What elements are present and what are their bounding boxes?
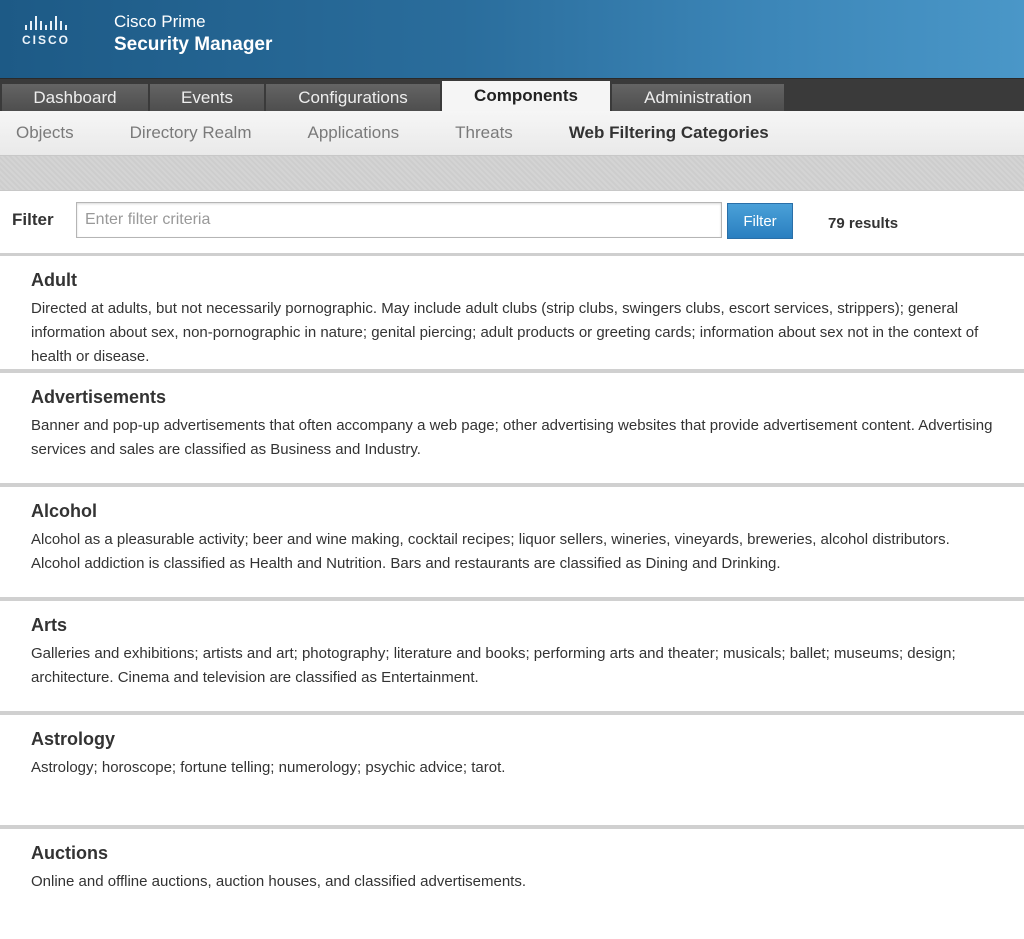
tab-components[interactable]: Components (442, 81, 610, 111)
tab-administration[interactable]: Administration (612, 84, 784, 111)
category-card-alcohol[interactable] (0, 487, 1024, 597)
results-count: 79 results (828, 215, 899, 232)
subnav-web-filtering-categories[interactable]: Web Filtering Categories (568, 123, 769, 142)
subnav-directory-realm[interactable]: Directory Realm (129, 123, 252, 142)
category-description: Online and offline auctions, auction houses, and classified advertisements. (31, 873, 527, 890)
category-name: Adult (31, 270, 77, 290)
product-line2: Security Manager (114, 34, 273, 55)
subnav-objects[interactable]: Objects (16, 123, 74, 142)
tab-events[interactable]: Events (150, 84, 264, 111)
filter-button[interactable]: Filter (727, 203, 793, 239)
category-card-adult[interactable] (0, 256, 1024, 369)
content-spacer (0, 156, 1024, 190)
filter-input[interactable] (76, 202, 722, 238)
subnav-threats[interactable]: Threats (455, 123, 513, 142)
cisco-logo[interactable] (16, 16, 76, 56)
cisco-bars-icon (16, 16, 76, 30)
product-title (114, 12, 272, 56)
category-name: Advertisements (31, 387, 167, 407)
category-card-advertisements[interactable] (0, 373, 1024, 483)
product-line1: Cisco Prime (114, 12, 206, 31)
category-card-arts[interactable] (0, 601, 1024, 711)
category-name: Alcohol (31, 501, 97, 521)
category-name: Auctions (31, 843, 109, 863)
category-list (0, 256, 1024, 939)
category-description: Banner and pop-up advertisements that often accompany a web page; other advertising websites that provide advertisement content. Advertising services and sales are classified as Business and Industry. (31, 417, 993, 458)
tab-configurations[interactable]: Configurations (266, 84, 440, 111)
category-card-auctions[interactable] (0, 829, 1024, 939)
category-card-astrology[interactable] (0, 715, 1024, 825)
category-description: Directed at adults, but not necessarily pornographic. May include adult clubs (strip clubs, swingers clubs, escort services, strippers); general information about sex, non-pornographic in nature; genital piercing; adult products or greeting cards; information about sex not in the context of health or disease. (31, 300, 979, 365)
main-nav (0, 78, 1024, 111)
category-name: Astrology (31, 729, 116, 749)
sub-nav (0, 111, 1024, 156)
filter-bar (0, 190, 1024, 256)
app-header (0, 0, 1024, 78)
cisco-wordmark: CISCO (21, 33, 70, 47)
category-description: Alcohol as a pleasurable activity; beer and wine making, cocktail recipes; liquor sellers, wineries, vineyards, breweries, alcohol distributors. Alcohol addiction is classified as Health and Nutrition. Bars and restaurants are classified as Dining and Drinking. (31, 531, 950, 572)
category-description: Astrology; horoscope; fortune telling; numerology; psychic advice; tarot. (31, 759, 506, 776)
category-name: Arts (31, 615, 68, 635)
filter-label: Filter (12, 210, 54, 229)
tab-dashboard[interactable]: Dashboard (2, 84, 148, 111)
category-description: Galleries and exhibitions; artists and art; photography; literature and books; performing arts and theater; musicals; ballet; museums; design; architecture. Cinema and television are classified as Entertainment. (31, 645, 956, 686)
subnav-applications[interactable]: Applications (307, 123, 400, 142)
